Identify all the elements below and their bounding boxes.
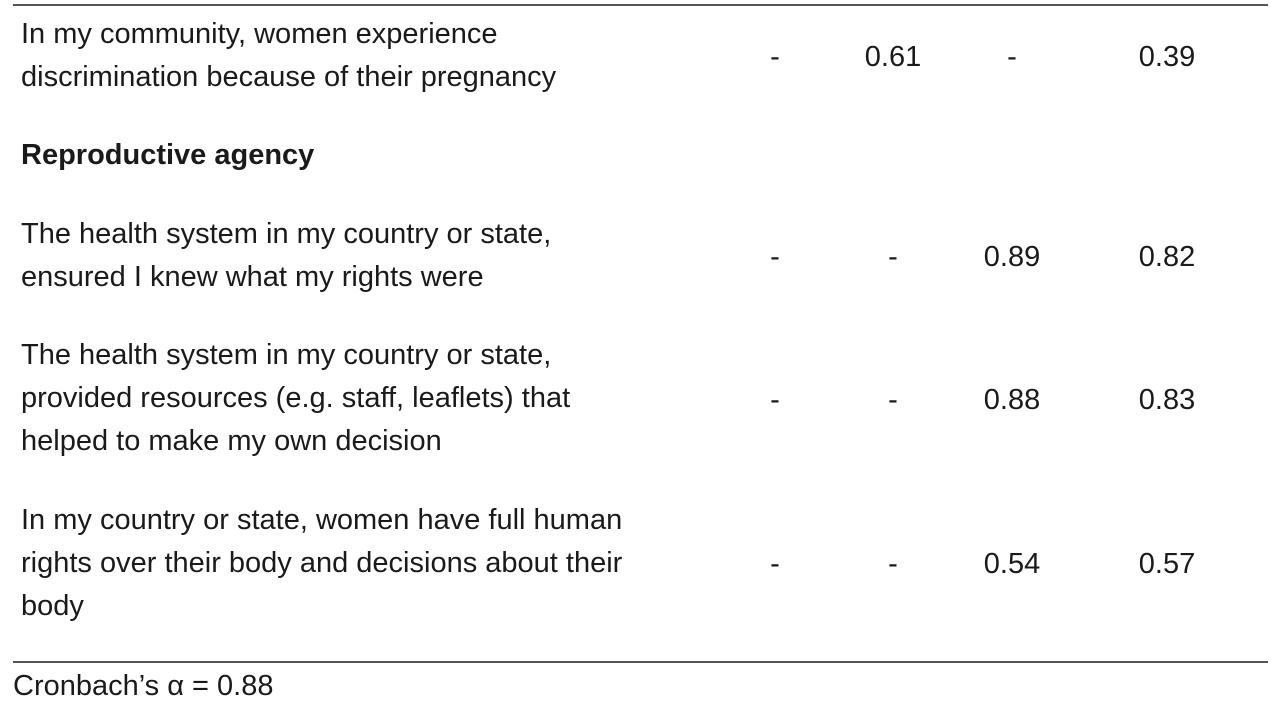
table-cell: 0.88 <box>983 384 1041 416</box>
table-cell: 0.54 <box>983 548 1041 580</box>
table-cell: - <box>770 241 780 273</box>
label-line: discrimination because of their pregnancy <box>21 61 557 93</box>
table-cell: - <box>770 41 780 73</box>
label-line: provided resources (e.g. staff, leaflets) that <box>21 382 571 414</box>
table-row-label <box>21 213 721 299</box>
label-line: In my country or state, women have full human <box>21 504 623 536</box>
table-cell: 0.39 <box>1138 41 1196 73</box>
label-line: The health system in my country or state, <box>21 339 552 371</box>
table-footnote: Cronbach’s α = 0.88 <box>13 670 274 702</box>
table-top-rule <box>13 4 1268 6</box>
table-bottom-rule <box>13 661 1268 663</box>
section-heading: Reproductive agency <box>21 139 315 171</box>
table-row-label <box>21 334 721 463</box>
table-row-label <box>21 13 721 99</box>
table-cell: 0.61 <box>864 41 922 73</box>
label-line: ensured I knew what my rights were <box>21 261 484 293</box>
table-row-label <box>21 499 721 628</box>
table-cell: - <box>888 241 898 273</box>
table-cell: - <box>770 548 780 580</box>
table-cell: - <box>888 384 898 416</box>
label-line: rights over their body and decisions about their <box>21 547 623 579</box>
label-line: body <box>21 590 84 622</box>
label-line: In my community, women experience <box>21 18 498 50</box>
table-cell: 0.82 <box>1138 241 1196 273</box>
label-line: helped to make my own decision <box>21 425 442 457</box>
table-cell: - <box>888 548 898 580</box>
table-cell: 0.57 <box>1138 548 1196 580</box>
table-cell: 0.83 <box>1138 384 1196 416</box>
label-line: The health system in my country or state, <box>21 218 552 250</box>
table-cell: - <box>1007 41 1017 73</box>
table-cell: 0.89 <box>983 241 1041 273</box>
table-cell: - <box>770 384 780 416</box>
